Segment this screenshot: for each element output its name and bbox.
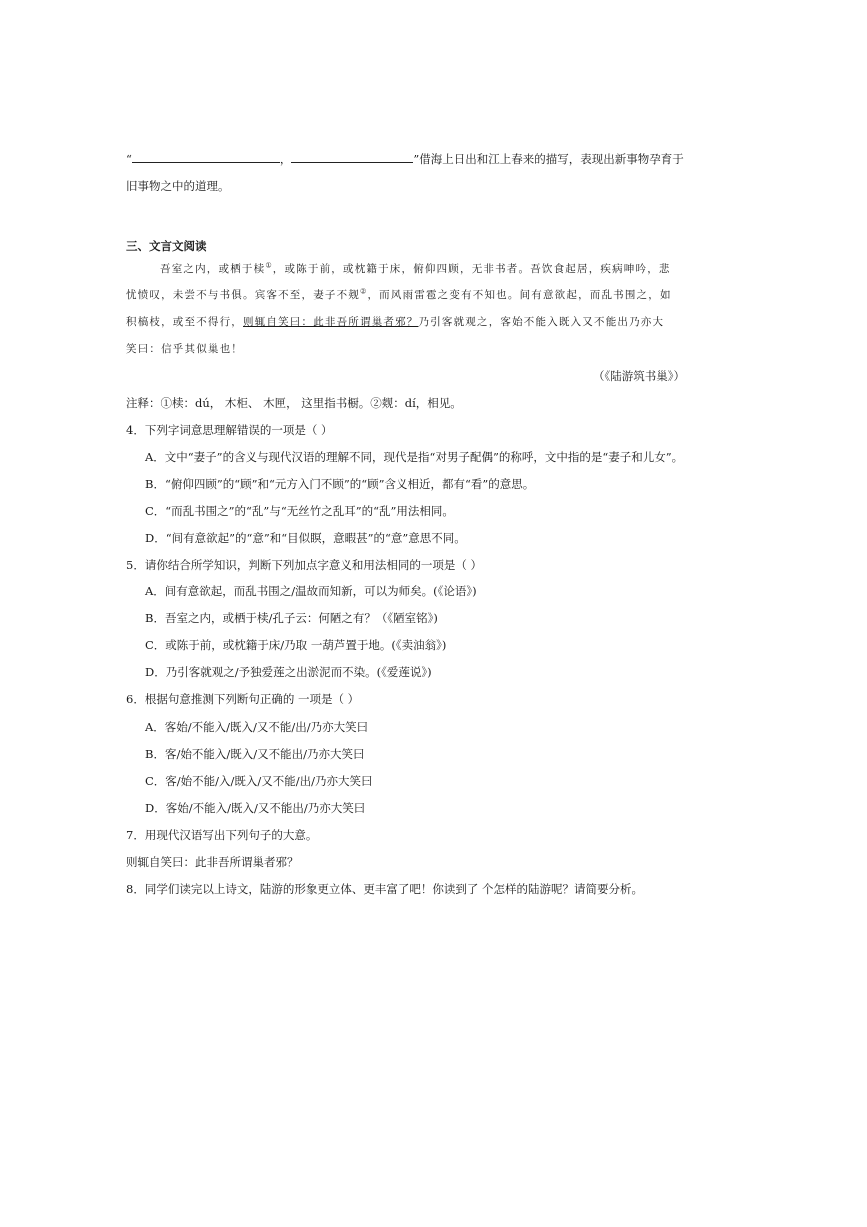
q6-option-a[interactable]: A．客始/不能入/既入/又不能/出/乃亦大笑曰 [145, 720, 369, 734]
passage-text: ，或陈于前，或枕籍于床，俯仰四顾，无非书者。吾饮食起居，疾病呻吟，悲 [272, 263, 671, 275]
question-7: 7．用现代汉语写出下列句子的大意。 [126, 828, 318, 842]
underlined-sentence: 则辄自笑曰：此非吾所谓巢者邪？ [243, 316, 419, 328]
comma: ， [279, 152, 292, 166]
passage-text: 积槁枝，或至不得行， [126, 316, 243, 328]
q6-option-d[interactable]: D．客始/不能入/既入/又不能出/乃亦大笑曰 [145, 801, 366, 815]
passage-line-1 [160, 262, 671, 276]
q5-option-c[interactable]: C．或陈于前，或枕籍于床/乃取 一葫芦置于地。(《卖油翁》) [145, 638, 447, 652]
passage-line-2 [126, 288, 672, 302]
q4-option-c[interactable]: C．“而乱书围之”的“乱”与“无丝竹之乱耳”的“乱”用法相同。 [145, 504, 454, 518]
q5-option-a[interactable]: A．间有意欲起，而乱书围之/温故而知新，可以为师矣。(《论语》) [145, 584, 477, 598]
q6-option-c[interactable]: C．客/始不能/入/既入/又不能/出/乃亦大笑曰 [145, 774, 373, 788]
question-5: 5．请你结合所学知识，判断下列加点字意义和用法相同的一项是（ ） [126, 558, 482, 572]
passage-line-4: 笑曰：信乎其似巢也！ [126, 343, 243, 355]
section-title: 三、文言文阅读 [126, 239, 207, 253]
q4-option-b[interactable]: B．“俯仰四顾”的“顾”和“元方入门不顾”的“顾”含义相近，都有“看”的意思。 [145, 477, 535, 491]
passage-source: （《陆游筑书巢》） [593, 369, 685, 383]
footnote-marker-1: ① [265, 261, 273, 270]
annotation: 注释：①椟：dú， 木柜、 木匣， 这里指书橱。②觌：dí，相见。 [126, 396, 462, 410]
q6-option-b[interactable]: B．客/始不能入/既入/又不能出/乃亦大笑曰 [145, 747, 365, 761]
passage-text: 忧愤叹，未尝不与书俱。宾客不至，妻子不觌 [126, 289, 360, 301]
q4-option-d[interactable]: D．“间有意欲起”的“意”和“目似瞑，意暇甚”的“意”意思不同。 [145, 531, 466, 545]
q5-option-d[interactable]: D．乃引客就观之/予独爱莲之出淤泥而不染。(《爱莲说》) [145, 665, 432, 679]
question-4: 4．下列字词意思理解错误的一项是（ ） [126, 423, 333, 437]
question-8: 8．同学们读完以上诗文，陆游的形象更立体、更丰富了吧！你读到了 个怎样的陆游呢？请简要分析。 [126, 882, 643, 896]
q7-sentence: 则辄自笑曰：此非吾所谓巢者邪？ [126, 855, 299, 869]
footnote-marker-2: ② [360, 287, 368, 296]
q4-option-a[interactable]: A．文中“妻子”的含义与现代汉语的理解不同，现代是指“对男子配偶”的称呼，文中指的是“妻子和儿女”。 [145, 450, 684, 464]
passage-text: 乃引客就观之，客始不能入既入又不能出乃亦大 [418, 316, 665, 328]
fill-in-line-2: 旧事物之中的道理。 [126, 179, 230, 193]
fill-in-line [126, 151, 684, 166]
passage-text: 吾室之内，或栖于椟 [160, 263, 266, 275]
question-6: 6．根据句意推测下列断句正确的 一项是（ ） [126, 692, 360, 706]
passage-line-3 [126, 315, 664, 329]
open-quote: “ [126, 152, 132, 166]
answer-blank-1[interactable] [132, 151, 280, 163]
q5-option-b[interactable]: B．吾室之内，或栖于椟/孔子云：何陋之有？（《陋室铭》) [145, 611, 438, 625]
fill-in-rest: ”借海上日出和江上春来的描写，表现出新事物孕育于 [413, 152, 684, 166]
passage-text: ，而风雨雷雹之变有不知也。间有意欲起，而乱书围之，如 [367, 289, 672, 301]
answer-blank-2[interactable] [291, 151, 413, 163]
